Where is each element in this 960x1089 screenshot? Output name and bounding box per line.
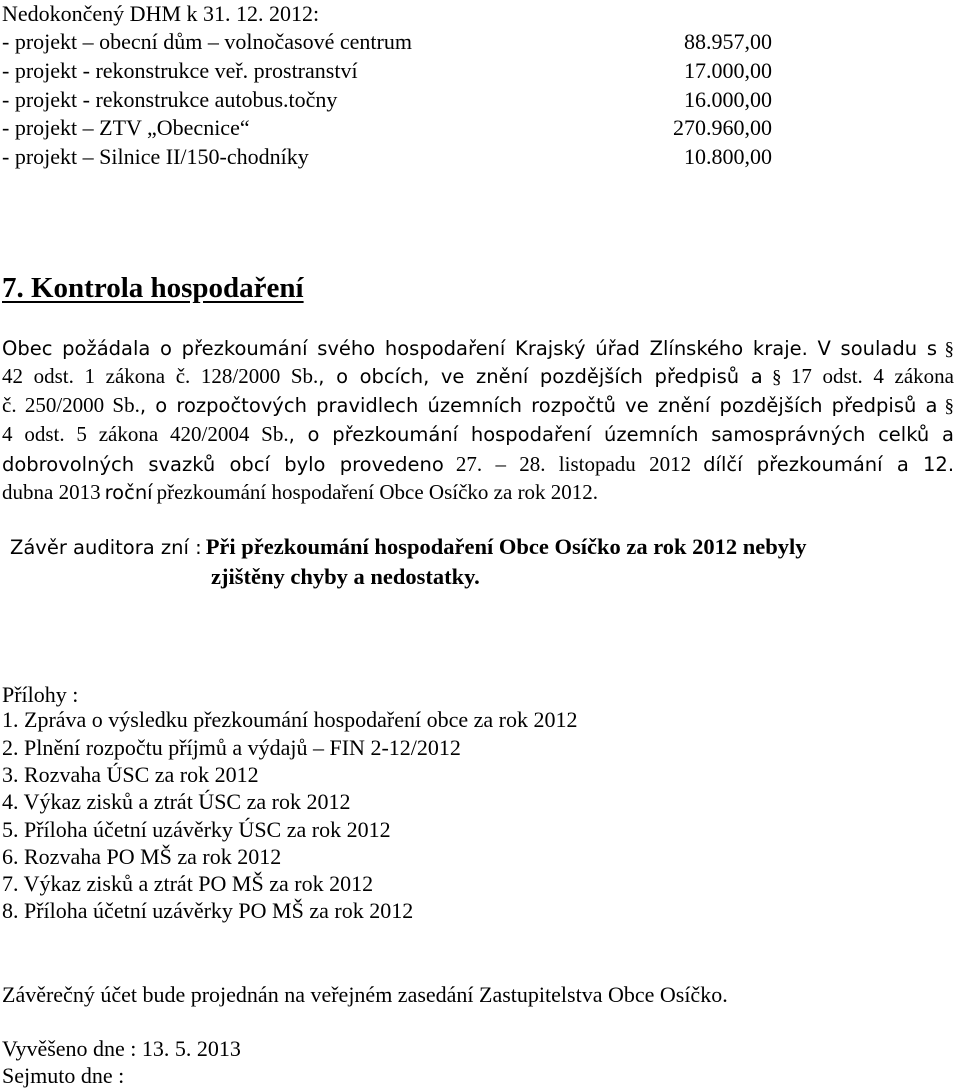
removed-date: Sejmuto dne : <box>2 1063 125 1088</box>
conclusion-result: Při přezkoumání hospodaření Obce Osíčko za rok 2012 nebyly <box>205 534 807 559</box>
paragraph-text: přezkoumání hospodaření Obce Osíčko za rok 2012. <box>156 480 599 504</box>
attachment-item: 8. Příloha účetní uzávěrky PO MŠ za rok 2012 <box>2 898 414 923</box>
paragraph-line <box>2 336 954 363</box>
attachment-item: 1. Zpráva o výsledku přezkoumání hospodaření obce za rok 2012 <box>2 707 578 732</box>
attachment-item: 5. Příloha účetní uzávěrky ÚSC za rok 2012 <box>2 817 391 842</box>
attachment-item: 7. Výkaz zisků a ztrát PO MŠ za rok 2012 <box>2 871 374 896</box>
paragraph-text: 4 odst. 5 zákona 420/2004 Sb. <box>2 422 289 446</box>
conclusion-result-continued: zjištěny chyby a nedostatky. <box>211 564 480 589</box>
dhm-item-label: - projekt – ZTV „Obecnice“ <box>2 115 250 140</box>
paragraph-text: dobrovolných svazků obcí bylo provedeno <box>2 453 444 476</box>
section-sign: § <box>772 367 782 388</box>
attachments-title: Přílohy : <box>2 682 79 707</box>
paragraph-text: , o přezkoumání hospodaření územních samosprávných celků a <box>288 423 954 446</box>
dhm-item-amount: 88.957,00 <box>684 29 772 54</box>
paragraph-text: dubna 2013 <box>2 480 101 504</box>
dhm-item-label: - projekt – Silnice II/150-chodníky <box>2 144 309 169</box>
paragraph-text: 17 odst. 4 zákona <box>790 364 954 388</box>
attachment-item: 3. Rozvaha ÚSC za rok 2012 <box>2 762 259 787</box>
dhm-item-label: - projekt – obecní dům – volnočasové centrum <box>2 29 412 54</box>
paragraph-line <box>2 392 954 420</box>
paragraph-line <box>2 363 954 391</box>
paragraph-line <box>2 421 954 448</box>
paragraph-text: 27. – 28. listopadu 2012 <box>455 452 692 476</box>
paragraph-text: dílčí přezkoumání a 12. <box>703 453 955 476</box>
paragraph-text: 42 odst. 1 zákona č. 128/2000 Sb. <box>2 364 319 388</box>
dhm-item-label: - projekt - rekonstrukce autobus.točny <box>2 87 338 112</box>
section-sign: § <box>944 339 954 360</box>
section-heading: 7. Kontrola hospodaření <box>2 272 304 304</box>
dhm-item-amount: 10.800,00 <box>684 144 772 169</box>
dhm-title: Nedokončený DHM k 31. 12. 2012: <box>2 1 320 26</box>
attachment-item: 2. Plnění rozpočtu příjmů a výdajů – FIN 2-12/2012 <box>2 735 461 760</box>
attachment-item: 4. Výkaz zisků a ztrát ÚSC za rok 2012 <box>2 789 351 814</box>
paragraph-text: , o obcích, ve znění pozdějších předpisů a <box>318 365 763 388</box>
posted-date: Vyvěšeno dne : 13. 5. 2013 <box>2 1036 241 1061</box>
attachment-item: 6. Rozvaha PO MŠ za rok 2012 <box>2 844 282 869</box>
conclusion-prefix: Závěr auditora zní : <box>10 536 202 559</box>
paragraph-text: , o rozpočtových pravidlech územních rozpočtů ve znění pozdějších předpisů a <box>139 394 938 417</box>
paragraph-text: č. 250/2000 Sb. <box>2 393 140 417</box>
section-sign: § <box>944 396 955 417</box>
paragraph-line <box>2 451 954 478</box>
dhm-item-amount: 270.960,00 <box>673 115 772 140</box>
final-statement: Závěrečný účet bude projednán na veřejném zasedání Zastupitelstva Obce Osíčko. <box>2 982 728 1007</box>
dhm-item-label: - projekt - rekonstrukce veř. prostranství <box>2 58 358 83</box>
paragraph-text: Obec požádala o přezkoumání svého hospodaření Krajský úřad Zlínského kraje. V souladu s <box>2 337 937 360</box>
dhm-item-amount: 16.000,00 <box>684 87 772 112</box>
paragraph-text: roční <box>104 481 153 504</box>
auditor-conclusion <box>10 534 807 561</box>
paragraph-line <box>2 479 598 506</box>
dhm-item-amount: 17.000,00 <box>684 58 772 83</box>
